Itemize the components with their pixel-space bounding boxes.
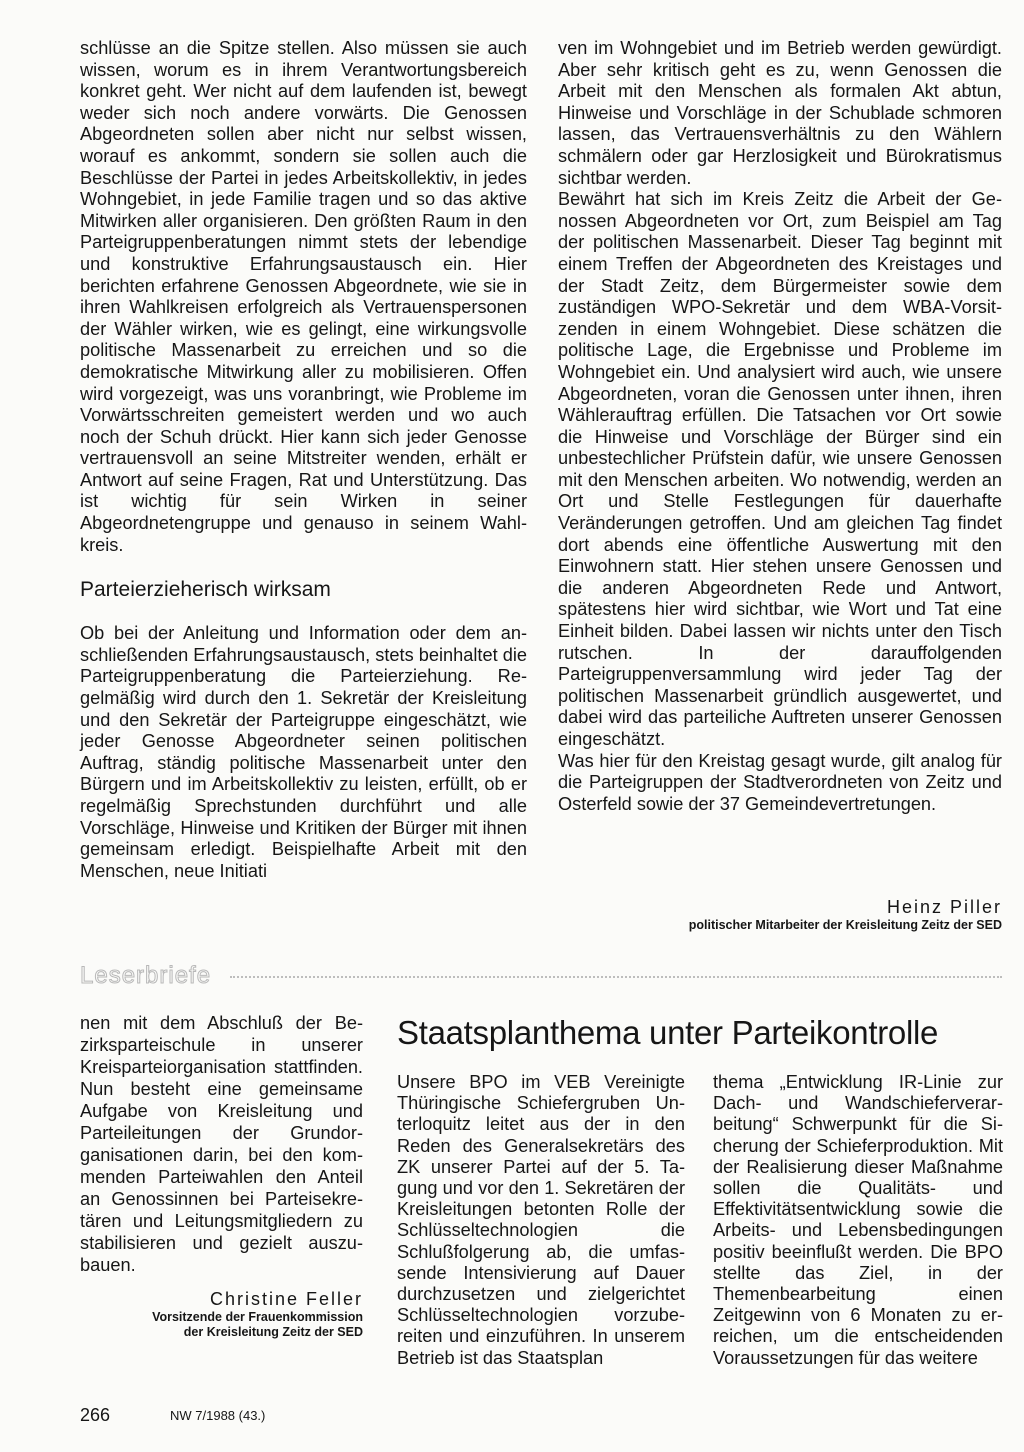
paragraph: nen mit dem Abschluß der Bezirksparteischule in unserer Kreisparteiorganisation stattfinden. Nun besteht eine gemeinsame Aufgabe von Kreisleitung und Parteileitungen der Grundorganisationen darin, bei den kommenden Parteiwahlen den Anteil an Genossinnen bei Parteisekretären und Leitungsmitgliedern zu stabilisieren und gezielt auszubauen.	[80, 1013, 363, 1275]
page-number: 266	[80, 1405, 111, 1425]
page-footer	[80, 1404, 480, 1428]
author-role: politischer Mitarbeiter der Kreisleitung Zeitz der SED	[688, 918, 1002, 932]
author-signature-piller	[560, 896, 1002, 933]
paragraph: ven im Wohngebiet und im Betrieb werden gewürdigt. Aber sehr kritisch geht es zu, wenn Genossen die Arbeit mit den Menschen als formalen Akt abtun, Hinweise und Vorschläge in der Schublade schmoren lassen, das Vertrauensverhältnis zu den Wählern schmälern oder gar Herzlosigkeit und Bürokratismus sichtbar werden.	[558, 38, 1002, 188]
paragraph: thema „Entwicklung IR-Linie zur Dach- und Wandschieferverarbeitung“ Schwerpunkt für die Sicherung der Schieferproduktion. Mit der Realisierung dieser Maßnahme sollen die Qualitäts- und Effektivitätsentwicklung sowie die Arbeits- und Lebensbedingungen positiv beeinflußt werden. Die BPO stellte das Ziel, in der Themenbearbeitung einen Zeitgewinn von 6 Monaten zu erreichen, um die entscheidenden Voraussetzungen für das weitere	[713, 1072, 1003, 1368]
paragraph: Unsere BPO im VEB Vereinigte Thüringische Schiefergruben Unterloquitz leitet aus der in den Reden des Generalsekretärs des ZK unserer Partei auf der 5. Tagung und vor den 1. Sekretären der Kreisleitungen betonten Rolle der Schlüsseltechnologien die Schlußfolgerung ab, die umfassende Intensivierung auf Dauer durchzusetzen und zielgerichtet Schlüsseltechnologien vorzubereiten und einzuführen. In unserem Betrieb ist das Staatsplan	[397, 1072, 685, 1368]
author-role-line1: Vorsitzende der Frauenkommission	[152, 1310, 363, 1324]
upper-right-column	[558, 38, 1002, 815]
author-signature-feller	[80, 1288, 363, 1340]
article-column-right	[713, 1072, 1003, 1369]
issue-reference: NW 7/1988 (43.)	[170, 1408, 266, 1423]
letter-column	[80, 1012, 363, 1276]
upper-left-column	[80, 38, 527, 882]
author-role-line2: der Kreisleitung Zeitz der SED	[183, 1325, 363, 1339]
section-divider	[230, 976, 1002, 980]
paragraph: Ob bei der Anleitung und Information oder dem anschließenden Erfahrungsaustausch, stets beinhaltet die Parteigruppenberatung die Parteierziehung. Regelmäßig wird durch den 1. Sekretär der Kreisleitung und den Sekretär der Parteigruppe eingeschätzt, wie jeder Genosse Abgeordneter seinen politischen Auftrag, ständig politische Massenarbeit unter den Bürgern und im Arbeitskollektiv zu leisten, erfüllt, ob er regelmäßig Sprechstunden durchführt und alle Vorschläge, Hinweise und Kritiken der Bürger mit ihnen gemeinsam erledigt. Beispielhafte Arbeit mit den Menschen, neue Initiati	[80, 623, 527, 881]
author-name: Heinz Piller	[886, 897, 1002, 917]
subheading: Parteierzieherisch wirksam	[80, 578, 331, 602]
author-name: Christine Feller	[209, 1289, 363, 1309]
paragraph: Was hier für den Kreistag gesagt wurde, gilt analog für die Parteigruppen der Stadtverordneten von Zeitz und Osterfeld sowie der 37 Gemeindevertretungen.	[558, 750, 1002, 814]
article-column-middle	[397, 1072, 685, 1369]
section-label: Leserbriefe	[80, 962, 212, 989]
paragraph: Bewährt hat sich im Kreis Zeitz die Arbeit der Genossen Abgeordneten vor Ort, zum Beispiel am Tag der politischen Massenarbeit. Dieser Tag beginnt mit einem Treffen der Abgeordneten des Kreistages und der Stadt Zeitz, dem Bürgermeister sowie dem zuständigen WPO-Sekretär und dem WBA-Vorsitzenden in einem Wohngebiet. Diese schätzen die politische Lage, die Ergebnisse und Probleme im Wohngebiet ein. Und analysiert wird auch, wie unsere Abgeordneten, voran die Genossen unter ihnen, ihren Wählerauftrag erfüllen. Die Tatsachen vor Ort sowie die Hinweise und Vorschläge der Bürger sind ein unbestechlicher Prüfstein dafür, wie unsere Genossen mit den Menschen arbeiten. Wo notwendig, werden an Ort und Stelle Festlegungen für dauerhafte Veränderungen getroffen. Und am gleichen Tag findet dort abends eine öffentliche Auswertung mit den Einwohnern statt. Hier stehen unsere Genossen und die anderen Abgeordneten Rede und Antwort, spätestens hier wird sichtbar, wie Wort und Tat eine Einheit bilden. Dabei lassen wir nichts unter den Tisch rutschen. In der darauffolgenden Parteigruppenversammlung wird jeder Tag der politischen Massenarbeit gründlich ausgewertet, und dabei wird das parteiliche Auftreten unserer Genossen eingeschätzt.	[558, 189, 1002, 749]
article-title: Staatsplanthema unter Parteikontrolle	[397, 1014, 939, 1051]
paragraph: schlüsse an die Spitze stellen. Also müssen sie auch wissen, worum es in ihrem Verantwortungsbereich konkret geht. Wer nicht auf dem laufenden ist, bewegt weder sich noch andere vorwärts. Die Genossen Abgeordneten sollen aber nicht nur selbst wissen, worauf es ankommt, sondern sie sollen auch die Beschlüsse der Partei in jedes Arbeitskollektiv, in jedes Wohngebiet, in jede Familie tragen und so das aktive Mitwirken aller organisieren. Den größten Raum in den Parteigruppenberatungen nimmt stets der lebendige und konstruktive Erfahrungsaustausch ein. Hier berichten erfahrene Genossen Abgeordnete, wie sie in ihren Wahlkreisen erfolgreich als Vertrauenspersonen der Wähler wirken, wie es gelingt, eine wirkungsvolle politische Massenarbeit zu erreichen und so die demokratische Mitwirkung aller zu mobilisieren. Offen wird vorgezeigt, was uns voranbringt, wie Probleme im Vorwärtsschreiten gemeistert werden und wo auch noch der Schuh drückt. Hier kann sich jeder Genosse vertrauensvoll an seine Mitstreiter wenden, erhält er Antwort auf seine Fragen, Rat und Unterstützung. Das ist wichtig für sein Wirken in seiner Abgeordnetengruppe und genauso in seinem Wahlkreis.	[80, 38, 527, 555]
section-header-bar	[80, 962, 1002, 992]
